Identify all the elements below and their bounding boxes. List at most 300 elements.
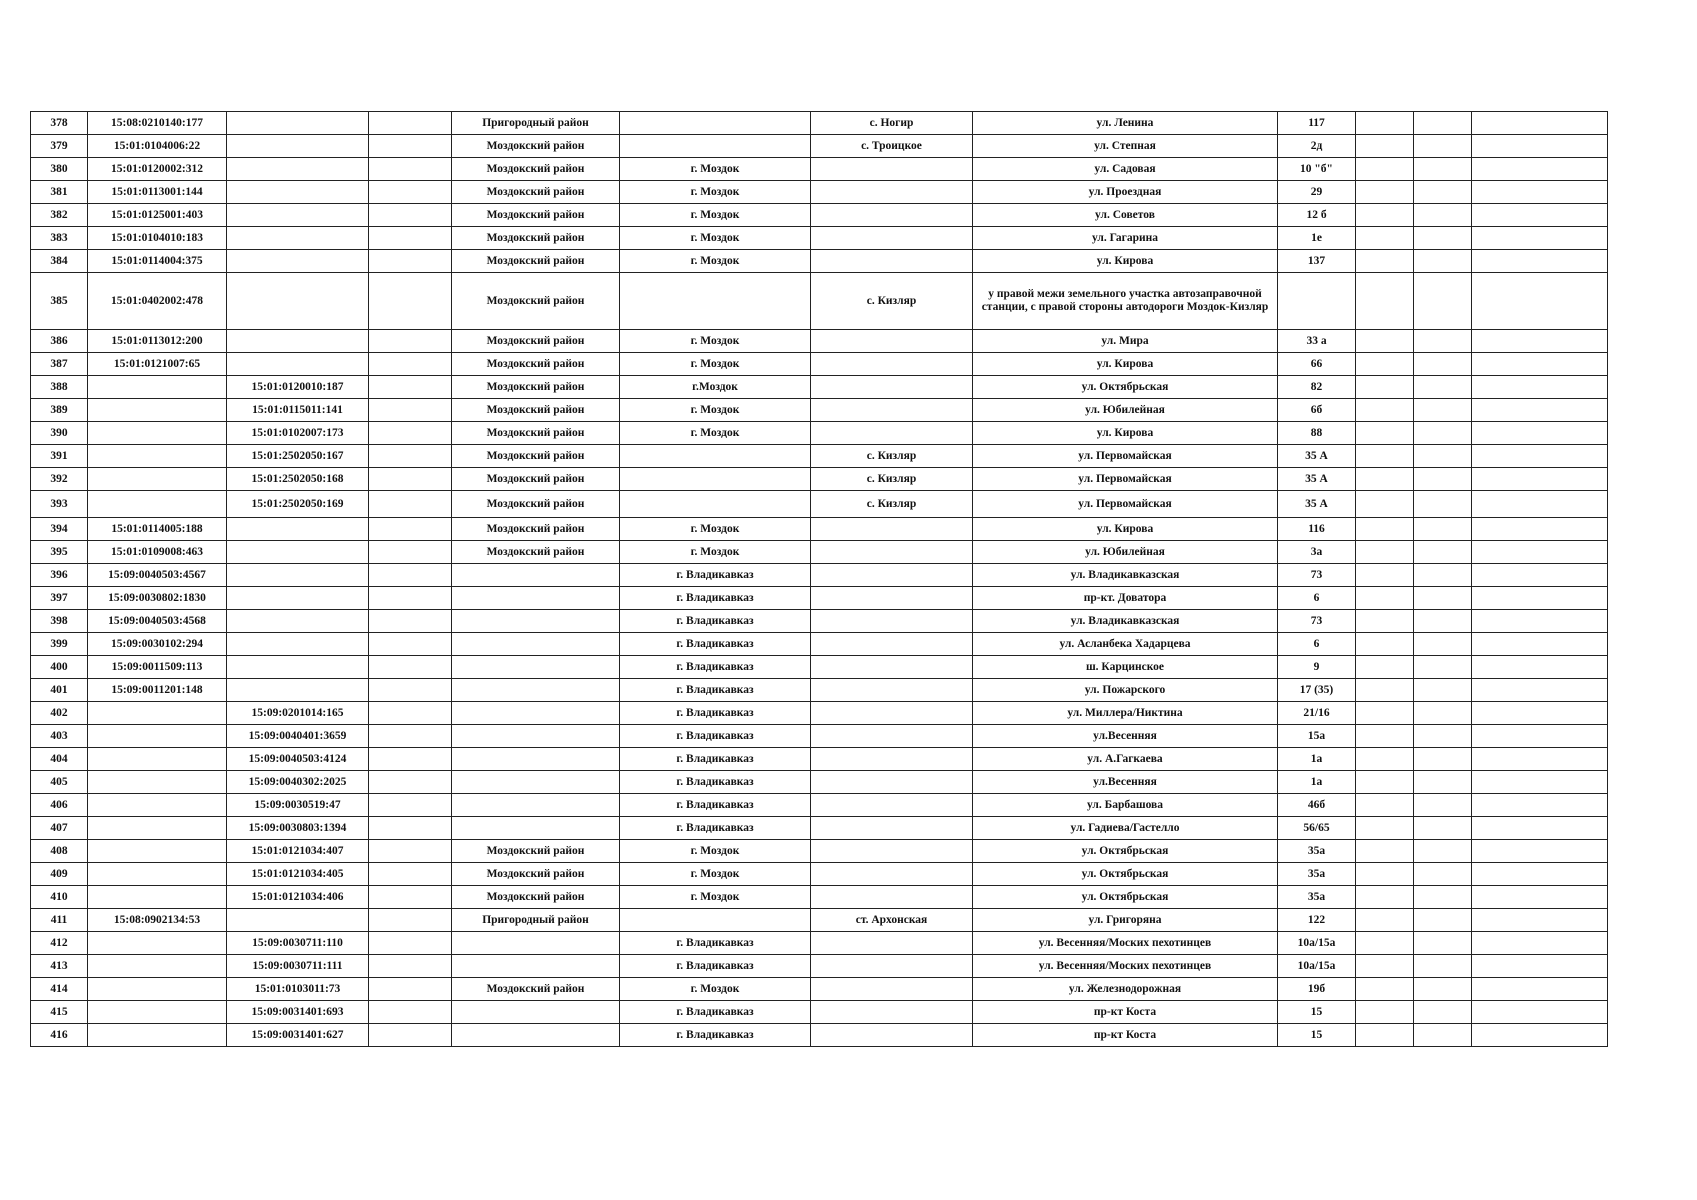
cadastral-number-alt: 15:09:0040302:2025 [227,771,369,794]
empty-cell [1472,112,1608,135]
row-number: 400 [31,656,88,679]
street: ул. Пожарского [973,679,1278,702]
table-row [31,468,1608,491]
empty-cell [1414,587,1472,610]
empty-cell [1414,909,1472,932]
empty-cell [1472,422,1608,445]
house-number: 15 [1278,1001,1356,1024]
house-number: 9 [1278,656,1356,679]
district [452,633,620,656]
table-row [31,158,1608,181]
empty-cell [1356,702,1414,725]
settlement [811,748,973,771]
table-row [31,181,1608,204]
house-number: 6 [1278,587,1356,610]
row-number: 416 [31,1024,88,1047]
cadastral-number: 15:01:0113001:144 [88,181,227,204]
street: ул. Григоряна [973,909,1278,932]
empty-cell [1414,633,1472,656]
empty-cell [369,564,452,587]
row-number: 381 [31,181,88,204]
district [452,955,620,978]
row-number: 411 [31,909,88,932]
house-number: 35а [1278,840,1356,863]
city: г. Моздок [620,250,811,273]
table-row [31,491,1608,518]
empty-cell [1356,656,1414,679]
city: г. Владикавказ [620,817,811,840]
house-number: 33 а [1278,330,1356,353]
street: ул. Степная [973,135,1278,158]
cadastral-number: 15:08:0210140:177 [88,112,227,135]
city [620,273,811,330]
cadastral-number [88,725,227,748]
district [452,587,620,610]
cadastral-number-alt: 15:01:0115011:141 [227,399,369,422]
district: Моздокский район [452,135,620,158]
empty-cell [1472,863,1608,886]
cadastral-number-alt [227,587,369,610]
cadastral-number-alt [227,610,369,633]
settlement [811,794,973,817]
cadastral-number [88,955,227,978]
settlement [811,978,973,1001]
empty-cell [1356,330,1414,353]
empty-cell [369,445,452,468]
empty-cell [369,909,452,932]
district [452,817,620,840]
street: ул. Юбилейная [973,399,1278,422]
house-number: 137 [1278,250,1356,273]
table-row [31,633,1608,656]
house-number: 6б [1278,399,1356,422]
district: Моздокский район [452,399,620,422]
empty-cell [1414,273,1472,330]
city: г. Моздок [620,227,811,250]
empty-cell [369,794,452,817]
row-number: 389 [31,399,88,422]
cadastral-number-alt [227,204,369,227]
empty-cell [1414,353,1472,376]
row-number: 386 [31,330,88,353]
row-number: 399 [31,633,88,656]
cadastral-number-alt: 15:09:0030803:1394 [227,817,369,840]
settlement [811,330,973,353]
settlement: с. Кизляр [811,273,973,330]
street: ул. Октябрьская [973,840,1278,863]
empty-cell [1356,840,1414,863]
cadastral-number [88,794,227,817]
street: ул. Юбилейная [973,541,1278,564]
cadastral-number-alt: 15:01:0121034:407 [227,840,369,863]
city [620,445,811,468]
empty-cell [1356,227,1414,250]
city: г. Владикавказ [620,932,811,955]
cadastral-number: 15:09:0030802:1830 [88,587,227,610]
empty-cell [369,702,452,725]
settlement [811,817,973,840]
empty-cell [1356,679,1414,702]
table-row [31,932,1608,955]
city: г. Владикавказ [620,564,811,587]
table-row [31,330,1608,353]
settlement [811,702,973,725]
empty-cell [1472,227,1608,250]
empty-cell [1414,330,1472,353]
street: ул. Владикавказская [973,610,1278,633]
empty-cell [369,633,452,656]
house-number: 82 [1278,376,1356,399]
row-number: 384 [31,250,88,273]
empty-cell [369,112,452,135]
table-row [31,840,1608,863]
empty-cell [1356,181,1414,204]
row-number: 393 [31,491,88,518]
empty-cell [1472,656,1608,679]
settlement [811,204,973,227]
empty-cell [1414,422,1472,445]
cadastral-number: 15:01:0109008:463 [88,541,227,564]
empty-cell [1472,1024,1608,1047]
empty-cell [369,817,452,840]
empty-cell [1414,1001,1472,1024]
empty-cell [369,399,452,422]
settlement [811,376,973,399]
empty-cell [369,587,452,610]
empty-cell [369,135,452,158]
cadastral-number-alt: 15:01:0121034:405 [227,863,369,886]
district [452,1024,620,1047]
row-number: 415 [31,1001,88,1024]
empty-cell [1356,564,1414,587]
row-number: 407 [31,817,88,840]
cadastral-number [88,1024,227,1047]
house-number: 122 [1278,909,1356,932]
table-row [31,587,1608,610]
cadastral-number: 15:01:0104010:183 [88,227,227,250]
registry-table [30,111,1608,1047]
row-number: 401 [31,679,88,702]
district: Моздокский район [452,273,620,330]
cadastral-number-alt: 15:01:2502050:167 [227,445,369,468]
street: пр-кт Коста [973,1024,1278,1047]
settlement [811,541,973,564]
empty-cell [1472,181,1608,204]
empty-cell [1414,794,1472,817]
empty-cell [1414,932,1472,955]
city [620,112,811,135]
empty-cell [369,518,452,541]
house-number: 15а [1278,725,1356,748]
empty-cell [369,955,452,978]
cadastral-number-alt [227,158,369,181]
house-number: 35 А [1278,491,1356,518]
row-number: 403 [31,725,88,748]
house-number: 17 (35) [1278,679,1356,702]
district [452,679,620,702]
row-number: 404 [31,748,88,771]
row-number: 391 [31,445,88,468]
city: г. Моздок [620,863,811,886]
district: Моздокский район [452,978,620,1001]
empty-cell [1414,702,1472,725]
empty-cell [1414,610,1472,633]
empty-cell [369,273,452,330]
empty-cell [1472,518,1608,541]
cadastral-number [88,748,227,771]
settlement [811,1024,973,1047]
empty-cell [1414,112,1472,135]
table-row [31,353,1608,376]
empty-cell [1472,1001,1608,1024]
cadastral-number-alt [227,633,369,656]
district [452,771,620,794]
cadastral-number [88,376,227,399]
empty-cell [1356,422,1414,445]
table-row [31,518,1608,541]
street: ул. Кирова [973,422,1278,445]
cadastral-number [88,978,227,1001]
cadastral-number: 15:09:0040503:4567 [88,564,227,587]
street: ул. А.Гагкаева [973,748,1278,771]
row-number: 383 [31,227,88,250]
cadastral-number: 15:01:0121007:65 [88,353,227,376]
empty-cell [1472,932,1608,955]
cadastral-number: 15:09:0030102:294 [88,633,227,656]
city: г. Моздок [620,330,811,353]
empty-cell [369,541,452,564]
cadastral-number-alt [227,353,369,376]
table-row [31,227,1608,250]
table-row [31,725,1608,748]
empty-cell [369,886,452,909]
settlement: с. Кизляр [811,445,973,468]
house-number: 29 [1278,181,1356,204]
district: Моздокский район [452,227,620,250]
row-number: 394 [31,518,88,541]
district: Пригородный район [452,909,620,932]
house-number: 12 б [1278,204,1356,227]
cadastral-number-alt [227,273,369,330]
district: Моздокский район [452,181,620,204]
street: ул. Садовая [973,158,1278,181]
table-row [31,204,1608,227]
house-number: 10 "б" [1278,158,1356,181]
street: ул. Барбашова [973,794,1278,817]
district: Моздокский район [452,250,620,273]
empty-cell [1472,250,1608,273]
city: г. Моздок [620,353,811,376]
empty-cell [1356,610,1414,633]
street: ул. Проездная [973,181,1278,204]
street: ул. Миллера/Никтина [973,702,1278,725]
table-row [31,135,1608,158]
empty-cell [369,181,452,204]
street: ул. Асланбека Хадарцева [973,633,1278,656]
empty-cell [1356,725,1414,748]
table-body [31,112,1608,1047]
settlement [811,1001,973,1024]
empty-cell [1472,376,1608,399]
district: Моздокский район [452,204,620,227]
empty-cell [1472,564,1608,587]
empty-cell [369,1001,452,1024]
district: Моздокский район [452,330,620,353]
house-number: 1а [1278,748,1356,771]
empty-cell [1414,250,1472,273]
cadastral-number: 15:01:0120002:312 [88,158,227,181]
city [620,491,811,518]
district: Пригородный район [452,112,620,135]
house-number: 35а [1278,886,1356,909]
house-number: 10а/15а [1278,932,1356,955]
cadastral-number-alt: 15:01:2502050:169 [227,491,369,518]
empty-cell [1472,909,1608,932]
empty-cell [369,158,452,181]
empty-cell [1472,399,1608,422]
street: ул. Железнодорожная [973,978,1278,1001]
empty-cell [1414,227,1472,250]
empty-cell [1414,491,1472,518]
settlement: с. Кизляр [811,491,973,518]
city: г.Моздок [620,376,811,399]
row-number: 392 [31,468,88,491]
district: Моздокский район [452,863,620,886]
row-number: 406 [31,794,88,817]
row-number: 412 [31,932,88,955]
house-number: 116 [1278,518,1356,541]
street: ул. Ленина [973,112,1278,135]
street: ул. Кирова [973,518,1278,541]
city: г. Моздок [620,181,811,204]
row-number: 388 [31,376,88,399]
empty-cell [1356,112,1414,135]
empty-cell [369,748,452,771]
empty-cell [369,250,452,273]
city: г. Моздок [620,886,811,909]
house-number: 21/16 [1278,702,1356,725]
street: пр-кт Коста [973,1001,1278,1024]
city: г. Владикавказ [620,633,811,656]
table-row [31,112,1608,135]
cadastral-number [88,932,227,955]
settlement [811,656,973,679]
settlement [811,610,973,633]
cadastral-number [88,863,227,886]
row-number: 385 [31,273,88,330]
city: г. Владикавказ [620,702,811,725]
street: ул. Кирова [973,250,1278,273]
city: г. Владикавказ [620,610,811,633]
table-row [31,541,1608,564]
empty-cell [1414,541,1472,564]
empty-cell [1472,445,1608,468]
empty-cell [1414,817,1472,840]
empty-cell [1356,863,1414,886]
settlement [811,158,973,181]
cadastral-number-alt: 15:01:0102007:173 [227,422,369,445]
cadastral-number [88,817,227,840]
street: ул. Октябрьская [973,886,1278,909]
house-number: 35а [1278,863,1356,886]
city: г. Моздок [620,158,811,181]
cadastral-number-alt: 15:09:0031401:627 [227,1024,369,1047]
row-number: 409 [31,863,88,886]
city: г. Владикавказ [620,771,811,794]
city: г. Владикавказ [620,587,811,610]
settlement [811,679,973,702]
empty-cell [1472,725,1608,748]
empty-cell [1356,135,1414,158]
empty-cell [1414,748,1472,771]
district: Моздокский район [452,840,620,863]
empty-cell [1472,794,1608,817]
empty-cell [1472,840,1608,863]
empty-cell [1472,353,1608,376]
settlement [811,518,973,541]
row-number: 414 [31,978,88,1001]
cadastral-number-alt [227,541,369,564]
cadastral-number-alt [227,135,369,158]
city: г. Моздок [620,518,811,541]
empty-cell [1356,1024,1414,1047]
settlement [811,422,973,445]
empty-cell [1356,932,1414,955]
empty-cell [1414,978,1472,1001]
empty-cell [369,491,452,518]
house-number: 73 [1278,610,1356,633]
table-row [31,610,1608,633]
district [452,610,620,633]
empty-cell [1356,794,1414,817]
empty-cell [1414,771,1472,794]
empty-cell [1356,633,1414,656]
table-row [31,909,1608,932]
district: Моздокский район [452,886,620,909]
street: ул. Советов [973,204,1278,227]
cadastral-number-alt: 15:09:0040401:3659 [227,725,369,748]
settlement [811,932,973,955]
house-number: 66 [1278,353,1356,376]
district: Моздокский район [452,376,620,399]
street: у правой межи земельного участка автозаправочной станции, с правой стороны автодороги Моздок-Кизляр [973,273,1278,330]
empty-cell [1356,748,1414,771]
empty-cell [1356,909,1414,932]
house-number: 73 [1278,564,1356,587]
cadastral-number [88,840,227,863]
empty-cell [1414,955,1472,978]
table-row [31,445,1608,468]
empty-cell [1414,204,1472,227]
cadastral-number-alt: 15:01:2502050:168 [227,468,369,491]
city: г. Владикавказ [620,794,811,817]
empty-cell [1472,135,1608,158]
empty-cell [1472,204,1608,227]
empty-cell [1356,399,1414,422]
city: г. Моздок [620,399,811,422]
settlement: с. Ногир [811,112,973,135]
house-number: 1е [1278,227,1356,250]
city: г. Моздок [620,978,811,1001]
empty-cell [369,840,452,863]
empty-cell [1414,399,1472,422]
house-number: 6 [1278,633,1356,656]
district [452,932,620,955]
street: ул. Гагарина [973,227,1278,250]
empty-cell [1472,679,1608,702]
cadastral-number-alt: 15:09:0030711:111 [227,955,369,978]
empty-cell [1356,158,1414,181]
